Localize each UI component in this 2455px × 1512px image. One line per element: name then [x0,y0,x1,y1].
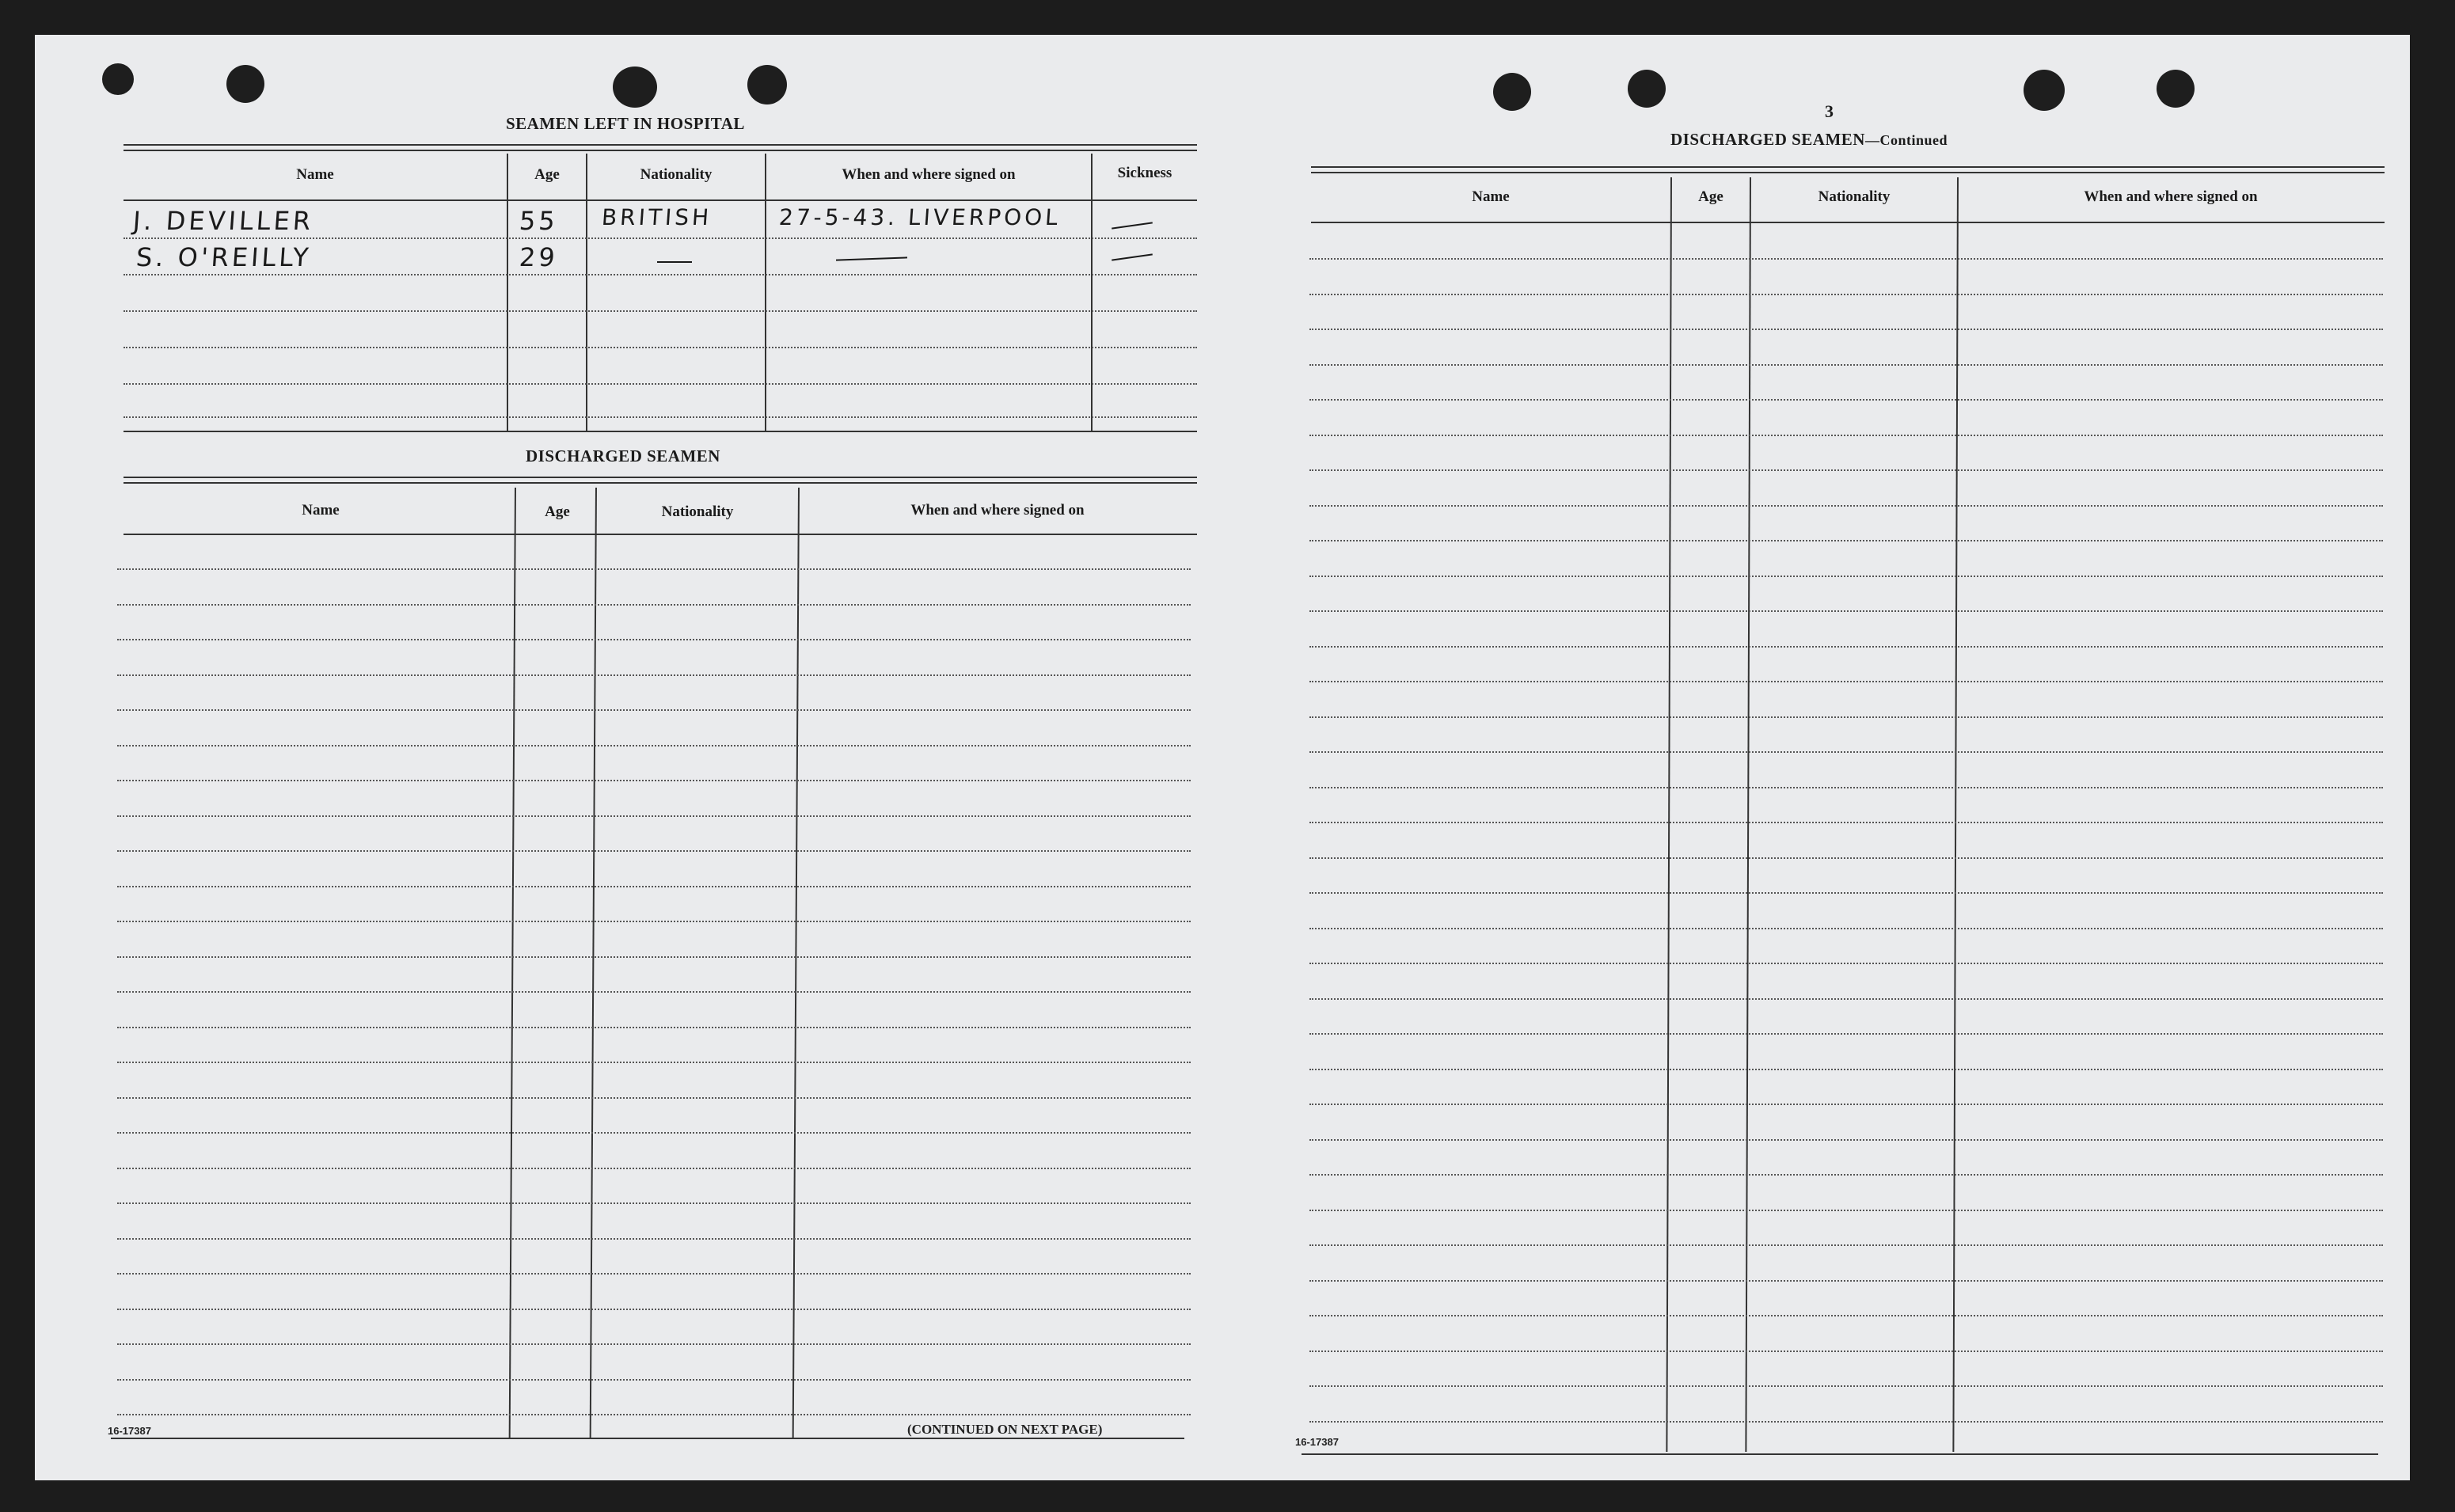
ruled-row-line [117,1238,1191,1240]
hospital-col-sickness: Sickness [1117,165,1172,181]
right-col-divider [1666,177,1672,1452]
ruled-row-line [1309,1033,2383,1035]
ruled-row-line [117,780,1191,781]
discharged-col-signed-on: When and where signed on [910,502,1085,519]
punch-hole [226,65,264,103]
discharged-section-title: DISCHARGED SEAMEN [526,446,720,465]
ruled-row-line [1309,540,2383,541]
ruled-row-line [1309,928,2383,929]
ruled-row-line [1309,469,2383,471]
hospital-row2-age: 29 [518,242,560,272]
right-col-divider [1745,177,1751,1452]
ruled-row-line [1309,681,2383,682]
hospital-row2-nationality-dash [657,261,692,263]
ruled-row-line [117,991,1191,993]
hospital-row2-signed-on-dash [836,256,907,260]
ruled-row-line [117,1168,1191,1169]
ruled-row-line [1309,1174,2383,1176]
ruled-row-line [1309,576,2383,577]
right-header-rule [1311,222,2385,223]
ruled-row-line [117,815,1191,817]
discharged-col-divider [509,488,516,1438]
hospital-row-line [124,237,1197,239]
hospital-row2-sickness-dash [1112,253,1153,260]
ruled-row-line [117,745,1191,747]
ruled-row-line [1309,1351,2383,1352]
punch-hole [1628,70,1666,108]
hospital-col-divider [765,154,766,431]
ruled-row-line [117,639,1191,640]
ruled-row-line [117,1027,1191,1028]
ruled-row-line [117,1202,1191,1204]
punch-hole [2024,70,2065,111]
ruled-row-line [117,1414,1191,1415]
punch-hole [1493,73,1531,111]
right-col-signed-on: When and where signed on [2084,188,2258,205]
hospital-row1-name: J. DEVILLER [131,206,315,236]
discharged-continued-title-suffix: —Continued [1864,132,1948,148]
ruled-row-line [117,1343,1191,1345]
ruled-row-line [117,1379,1191,1381]
ruled-row-line [117,568,1191,570]
ruled-row-line [1309,857,2383,859]
punch-hole [613,66,657,108]
ruled-row-line [1309,1139,2383,1141]
hospital-col-signed-on: When and where signed on [842,166,1016,183]
ruled-row-line [1309,1210,2383,1211]
discharged-continued-title [1670,130,1948,150]
ruled-row-line [117,709,1191,711]
punch-hole [2157,70,2195,108]
left-form-number: 16-17387 [108,1425,151,1437]
continued-note: (CONTINUED ON NEXT PAGE) [907,1422,1103,1437]
ruled-row-line [1309,822,2383,823]
ruled-row-line [117,1062,1191,1063]
punch-hole [102,63,134,95]
ruled-row-line [1309,294,2383,295]
hospital-row-line [124,310,1197,312]
ruled-row-line [1309,1280,2383,1282]
discharged-table-top-rule [124,477,1197,484]
ruled-row-line [1309,1104,2383,1105]
discharged-table-bottom-rule [111,1438,1184,1439]
punch-hole [747,65,787,104]
ruled-row-line [1309,1385,2383,1387]
hospital-row-line [124,383,1197,385]
hospital-row-line [124,274,1197,275]
hospital-table-top-rule [124,144,1197,151]
discharged-continued-title-main: DISCHARGED SEAMEN [1670,130,1865,149]
discharged-col-nationality: Nationality [661,503,734,520]
discharged-col-age: Age [545,503,570,520]
discharged-col-name: Name [302,502,340,519]
hospital-table-bottom-rule [124,431,1197,432]
ruled-row-line [1309,716,2383,718]
hospital-row1-sickness-dash [1112,222,1153,229]
ruled-row-line [117,1273,1191,1275]
ruled-row-line [1309,435,2383,436]
ruled-row-line [1309,610,2383,612]
ruled-row-line [1309,646,2383,648]
hospital-row-line [124,347,1197,348]
ruled-row-line [117,604,1191,606]
ruled-row-line [117,850,1191,852]
hospital-header-rule [124,199,1197,201]
ruled-row-line [1309,364,2383,366]
ruled-row-line [1309,787,2383,788]
ruled-row-line [1309,1244,2383,1246]
ruled-row-line [117,1309,1191,1310]
right-table-bottom-rule [1302,1453,2378,1455]
ruled-row-line [1309,1069,2383,1070]
hospital-col-age: Age [534,166,560,183]
right-col-divider [1952,177,1959,1452]
ruled-row-line [117,921,1191,922]
hospital-section-title: SEAMEN LEFT IN HOSPITAL [506,114,745,133]
hospital-row1-signed-on: 27-5-43. LIVERPOOL [777,204,1062,230]
page-number: 3 [1825,101,1834,121]
form-sheet [35,35,2410,1480]
ruled-row-line [117,956,1191,958]
hospital-col-name: Name [296,166,334,183]
ruled-row-line [1309,1421,2383,1423]
ruled-row-line [1309,329,2383,330]
right-table-top-rule [1311,166,2385,173]
right-form-number: 16-17387 [1295,1436,1339,1448]
ruled-row-line [117,886,1191,887]
ruled-row-line [1309,892,2383,894]
ruled-row-line [117,1132,1191,1134]
hospital-row-line [124,416,1197,418]
hospital-col-nationality: Nationality [640,166,713,183]
ruled-row-line [1309,1315,2383,1316]
discharged-col-divider [590,488,597,1438]
ruled-row-line [1309,399,2383,401]
ruled-row-line [1309,258,2383,260]
ruled-row-line [117,674,1191,676]
ruled-row-line [1309,751,2383,753]
hospital-col-divider [507,154,508,431]
discharged-header-rule [124,534,1197,535]
hospital-row1-nationality: BRITISH [600,204,713,230]
ruled-row-line [1309,505,2383,507]
right-col-name: Name [1472,188,1510,205]
hospital-col-divider [1091,154,1093,431]
ruled-row-line [117,1097,1191,1099]
right-col-age: Age [1698,188,1723,205]
right-col-nationality: Nationality [1818,188,1891,205]
ruled-row-line [1309,963,2383,964]
hospital-row2-name: S. O'REILLY [135,242,313,272]
hospital-row1-age: 55 [518,206,560,236]
ruled-row-line [1309,998,2383,1000]
hospital-col-divider [586,154,587,431]
discharged-col-divider [792,488,800,1438]
